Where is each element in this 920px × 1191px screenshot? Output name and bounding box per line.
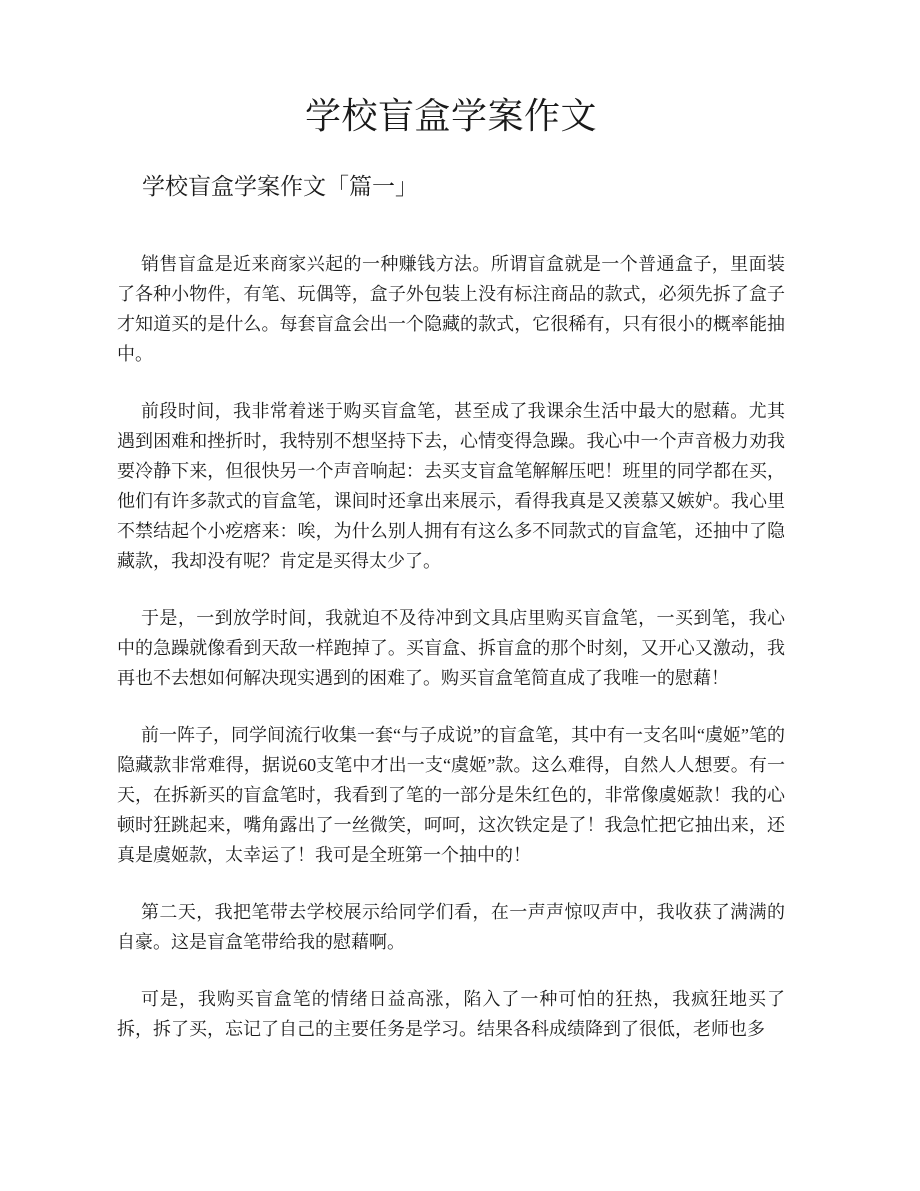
- paragraph: 前一阵子，同学间流行收集一套“与子成说”的盲盒笔，其中有一支名叫“虞姬”笔的隐藏款非常难得，据说60支笔中才出一支“虞姬”款。这么难得，自然人人想要。有一天，在拆新买的盲盒笔时，我看到了笔的一部分是朱红色的，非常像虞姬款！我的心顿时狂跳起来，嘴角露出了一丝微笑，呵呵，这次铁定是了！我急忙把它抽出来，还真是虞姬款，太幸运了！我可是全班第一个抽中的！: [117, 725, 785, 865]
- section-heading: 学校盲盒学案作文「篇一」: [142, 174, 418, 199]
- paragraph: 销售盲盒是近来商家兴起的一种赚钱方法。所谓盲盒就是一个普通盒子，里面装了各种小物件，有笔、玩偶等，盒子外包装上没有标注商品的款式，必须先拆了盒子才知道买的是什么。每套盲盒会出一个隐藏的款式，它很稀有，只有很小的概率能抽中。: [117, 254, 785, 364]
- page-title: 学校盲盒学案作文: [304, 96, 597, 136]
- paragraph: 前段时间，我非常着迷于购买盲盒笔，甚至成了我课余生活中最大的慰藉。尤其遇到困难和挫折时，我特别不想坚持下去，心情变得急躁。我心中一个声音极力劝我要冷静下来，但很快另一个声音响起：去买支盲盒笔解解压吧！班里的同学都在买，他们有许多款式的盲盒笔，课间时还拿出来展示，看得我真是又羡慕又嫉妒。我心里不禁结起个小疙瘩来：唉，为什么别人拥有有这么多不同款式的盲盒笔，还抽中了隐藏款，我却没有呢？肯定是买得太少了。: [117, 401, 785, 571]
- paragraph: 可是，我购买盲盒笔的情绪日益高涨，陷入了一种可怕的狂热，我疯狂地买了拆，拆了买，忘记了自己的主要任务是学习。结果各科成绩降到了很低，老师也多: [117, 989, 785, 1039]
- paragraph: 第二天，我把笔带去学校展示给同学们看，在一声声惊叹声中，我收获了满满的自豪。这是盲盒笔带给我的慰藉啊。: [117, 902, 785, 952]
- paragraph: 于是，一到放学时间，我就迫不及待冲到文具店里购买盲盒笔，一买到笔，我心中的急躁就像看到天敌一样跑掉了。买盲盒、拆盲盒的那个时刻，又开心又激动，我再也不去想如何解决现实遇到的困难了。购买盲盒笔简直成了我唯一的慰藉！: [117, 608, 785, 688]
